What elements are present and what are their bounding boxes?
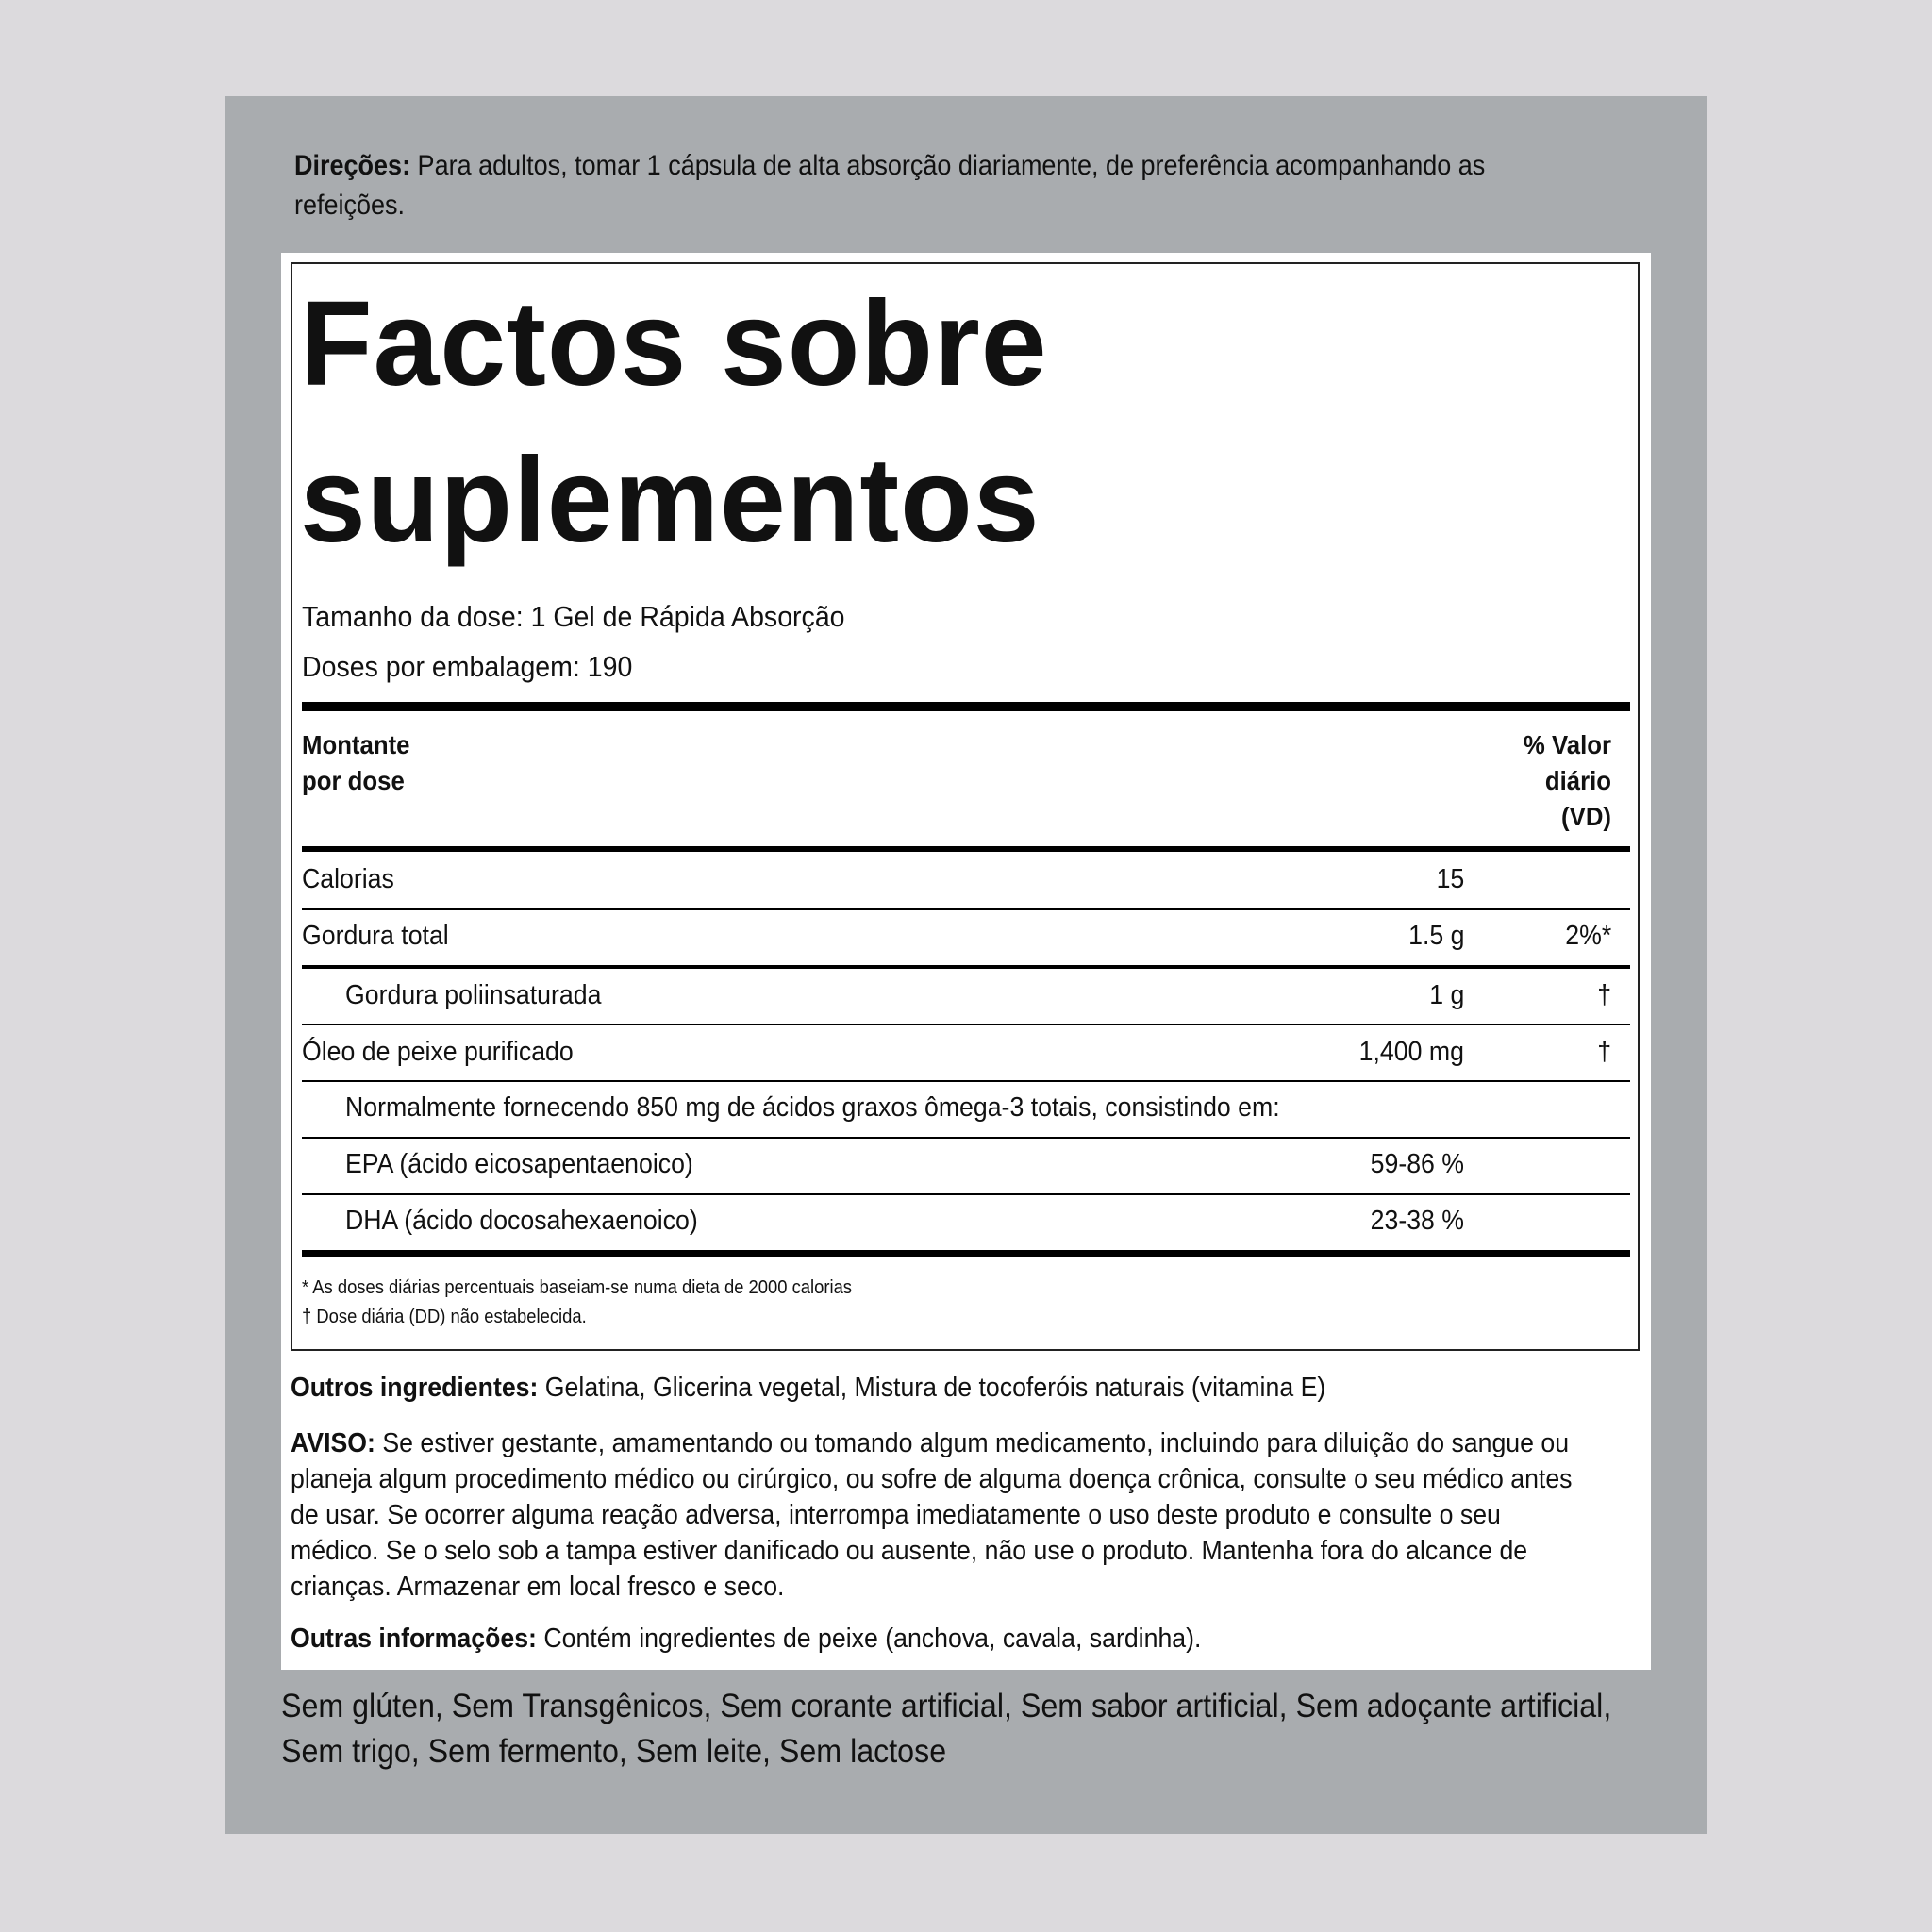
nutrient-row <box>302 908 1630 963</box>
nutrient-dv: † <box>1597 980 1611 1010</box>
directions-text <box>294 146 1517 225</box>
footnote-not-established: † Dose diária (DD) não estabelecida. <box>302 1307 587 1327</box>
warning-text: AVISO: Se estiver gestante, amamentando ou tomando algum medicamento, incluindo para diluição do sangue ou planeja algum procedimento médico ou cirúrgico, ou sofre de alguma doença crônica, consulte o seu médico antes de usar. Se ocorrer alguma reação adversa, interrompa imediatamente o uso deste produto e consulte o seu médico. Se o selo sob a tampa estiver danificado ou ausente, não use o produto. Mantenha fora do alcance de crianças. Armazenar em local fresco e seco. <box>291 1428 1573 1602</box>
directions-label: Direções: <box>294 150 411 181</box>
other-information: Outras informações: Contém ingredientes de peixe (anchova, cavala, sardinha). <box>291 1624 1202 1654</box>
nutrient-amount: 1.5 g <box>1407 921 1464 951</box>
title-line-1: Factos sobre <box>300 276 1048 411</box>
nutrient-amount: 23-38 % <box>1370 1206 1464 1236</box>
nutrient-name: EPA (ácido eicosapentaenoico) <box>345 1149 693 1179</box>
nutrient-name: Gordura total <box>302 921 449 951</box>
supplement-facts-title <box>300 266 1502 579</box>
claims-line-1: Sem glúten, Sem Transgênicos, Sem corante artificial, Sem sabor artificial, Sem adoçante artificial, <box>281 1688 1612 1724</box>
servings-per-container: Doses por embalagem: 190 <box>302 650 633 683</box>
nutrient-dv: † <box>1597 1037 1611 1067</box>
nutrient-amount: 59-86 % <box>1370 1149 1464 1179</box>
nutrient-amount: 1,400 mg <box>1358 1037 1464 1067</box>
nutrient-row <box>302 1080 1630 1135</box>
nutrient-row <box>302 1193 1630 1248</box>
directions-body: Para adultos, tomar 1 cápsula de alta absorção diariamente, de preferência acompanhando as refeições. <box>294 150 1486 221</box>
thick-divider <box>302 702 1630 711</box>
daily-value-header: % Valor diário (VD) <box>1523 730 1611 831</box>
nutrient-name: Gordura poliinsaturada <box>345 980 602 1010</box>
nutrient-name: Calorias <box>302 864 394 894</box>
other-ingredients: Outros ingredientes: Gelatina, Glicerina vegetal, Mistura de tocoferóis naturais (vitamina E) <box>291 1373 1326 1403</box>
nutrient-name: DHA (ácido docosahexaenoico) <box>345 1206 698 1236</box>
nutrient-amount: 15 <box>1436 864 1464 894</box>
nutrient-dv: 2%* <box>1565 921 1611 951</box>
footnote-daily-value: * As doses diárias percentuais baseiam-se numa dieta de 2000 calorias <box>302 1277 853 1298</box>
nutrient-row <box>302 1137 1630 1191</box>
serving-size: Tamanho da dose: 1 Gel de Rápida Absorção <box>302 600 845 633</box>
amount-per-serving-header: Montante por dose <box>302 730 410 795</box>
nutrient-amount: 1 g <box>1428 980 1464 1010</box>
nutrient-row <box>302 852 1630 907</box>
nutrient-name: Normalmente fornecendo 850 mg de ácidos graxos ômega-3 totais, consistindo em: <box>345 1092 1280 1123</box>
claims-line-2: Sem trigo, Sem fermento, Sem leite, Sem lactose <box>281 1733 947 1770</box>
nutrient-row <box>302 1024 1630 1079</box>
free-from-claims <box>281 1684 1687 1774</box>
title-line-2: suplementos <box>300 433 1041 568</box>
bottom-thick-divider <box>302 1250 1630 1257</box>
nutrient-name: Óleo de peixe purificado <box>302 1037 574 1067</box>
nutrient-row <box>302 968 1630 1023</box>
